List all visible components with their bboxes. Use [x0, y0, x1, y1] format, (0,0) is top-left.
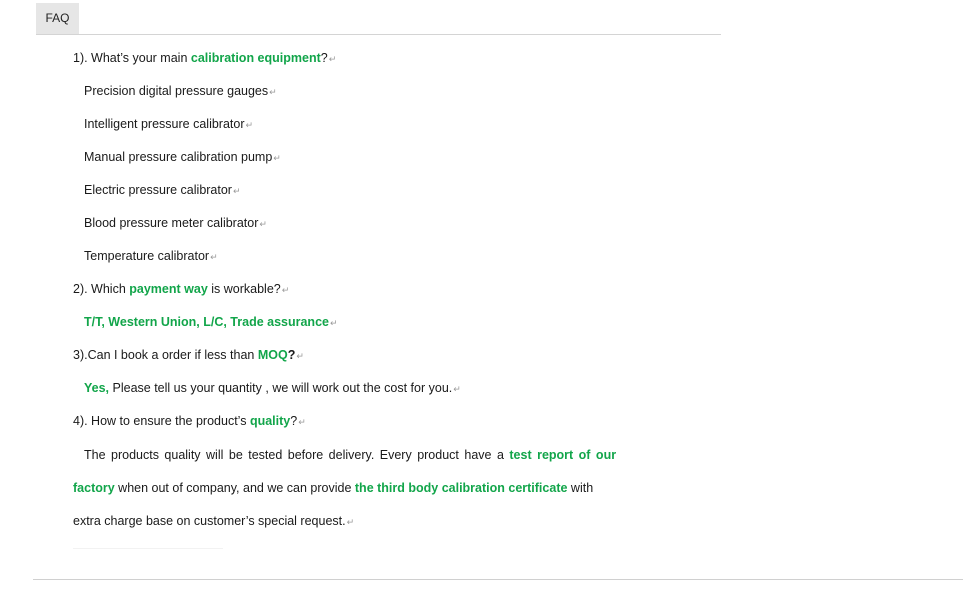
- equipment-item: [84, 82, 277, 100]
- equipment-item: [84, 115, 253, 133]
- equipment-label: Temperature calibrator: [84, 249, 210, 263]
- question-suffix: is workable?: [207, 282, 281, 296]
- tab-bar: [36, 3, 721, 35]
- tab-faq[interactable]: FAQ: [36, 3, 79, 34]
- divider: [33, 579, 963, 580]
- answer-2: [84, 313, 338, 331]
- question-text: 3).Can I book a order if less than: [73, 348, 258, 362]
- answer-highlight: the third body calibration certificate: [354, 481, 568, 495]
- answer-text: when out of company, and we can provide: [114, 481, 355, 495]
- question-highlight: quality: [249, 414, 291, 428]
- paragraph-mark: ↵: [210, 252, 218, 262]
- equipment-item: [84, 181, 241, 199]
- question-text: 2). Which: [73, 282, 130, 296]
- answer-highlight: Yes,: [84, 381, 110, 395]
- paragraph-mark: ↵: [273, 153, 281, 163]
- question-2: [73, 280, 289, 298]
- question-suffix: ?: [290, 414, 298, 428]
- question-text: 1). What’s your main: [73, 51, 191, 65]
- equipment-label: Precision digital pressure gauges: [84, 84, 269, 98]
- answer-4-line-3: [73, 512, 354, 530]
- paragraph-mark: ↵: [269, 87, 277, 97]
- divider: [73, 548, 223, 549]
- paragraph-mark: ↵: [245, 120, 254, 130]
- paragraph-mark: ↵: [232, 186, 241, 196]
- answer-3: [84, 379, 461, 397]
- paragraph-mark: ↵: [453, 384, 461, 394]
- equipment-item: [84, 247, 218, 265]
- paragraph-mark: ↵: [296, 351, 304, 361]
- question-suffix: ?: [287, 348, 296, 362]
- equipment-item: [84, 214, 267, 232]
- equipment-label: Manual pressure calibration pump: [84, 150, 273, 164]
- equipment-label: Intelligent pressure calibrator: [84, 117, 245, 131]
- equipment-item: [84, 148, 281, 166]
- answer-text: Please tell us your quantity , we will work out the cost for you.: [109, 381, 453, 395]
- question-highlight: payment way: [129, 282, 208, 296]
- answer-4-line-2: [73, 479, 605, 497]
- question-3: [73, 346, 304, 364]
- paragraph-mark: ↵: [328, 54, 337, 64]
- equipment-label: Blood pressure meter calibrator: [84, 216, 259, 230]
- paragraph-mark: ↵: [346, 517, 355, 527]
- paragraph-mark: ↵: [259, 219, 267, 229]
- question-1: [73, 49, 336, 67]
- answer-4-line-1: [73, 446, 617, 464]
- paragraph-mark: ↵: [281, 285, 290, 295]
- answer-text: extra charge base on customer’s special request.: [73, 514, 346, 528]
- question-highlight: calibration equipment: [190, 51, 321, 65]
- answer-text: The products quality will be tested before delivery. Every product have a: [84, 448, 510, 462]
- answer-highlight: test report of our: [509, 448, 617, 462]
- equipment-label: Electric pressure calibrator: [84, 183, 232, 197]
- question-suffix: ?: [320, 51, 328, 65]
- question-highlight: MOQ: [257, 348, 288, 362]
- paragraph-mark: ↵: [329, 318, 338, 328]
- answer-highlight: factory: [73, 481, 115, 495]
- paragraph-mark: ↵: [298, 417, 306, 427]
- answer-highlight: T/T, Western Union, L/C, Trade assurance: [84, 315, 329, 329]
- question-text: 4). How to ensure the product’s: [73, 414, 250, 428]
- question-4: [73, 412, 306, 430]
- answer-text: with: [567, 481, 594, 495]
